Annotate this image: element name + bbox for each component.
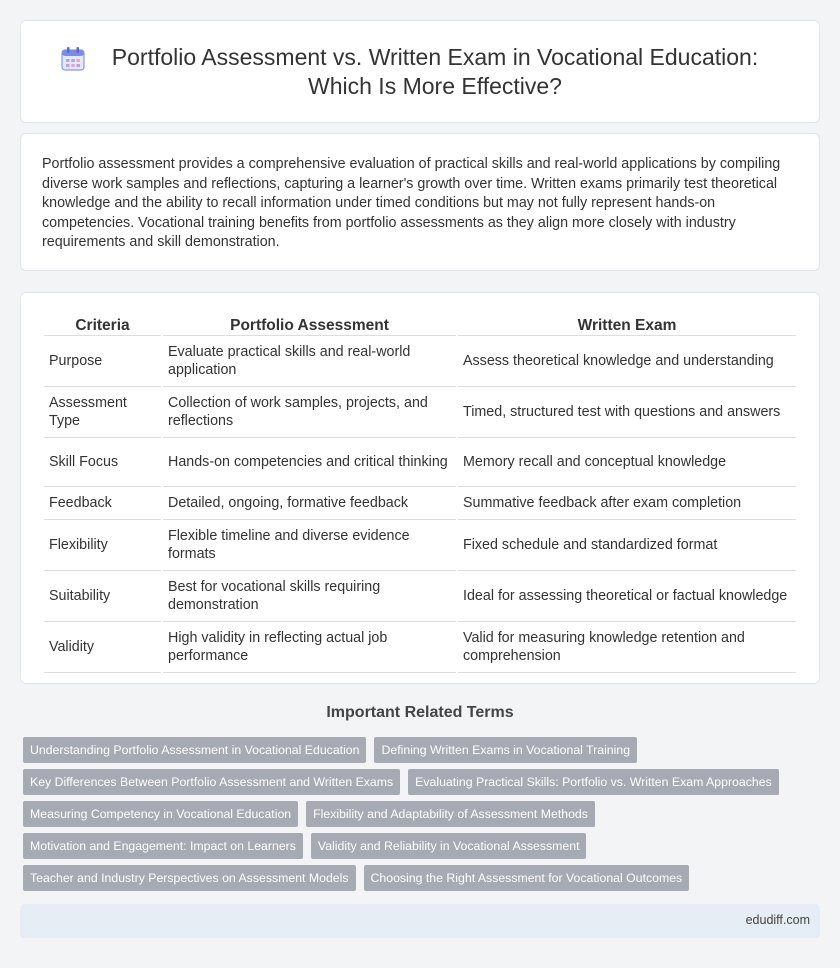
table-row <box>44 487 796 520</box>
related-terms-heading: Important Related Terms <box>326 704 514 721</box>
table-row <box>44 336 796 387</box>
page-title: Portfolio Assessment vs. Written Exam in Vocational Education: Which Is More Effective? <box>111 43 759 99</box>
related-term-tag[interactable]: Evaluating Practical Skills: Portfolio vs. Written Exam Approaches <box>408 769 779 795</box>
criteria-cell: Validity <box>44 622 161 673</box>
header-criteria: Criteria <box>44 313 161 336</box>
comparison-table <box>42 313 798 673</box>
table-row <box>44 387 796 438</box>
footer <box>20 904 820 938</box>
criteria-cell: Flexibility <box>44 520 161 571</box>
intro-paragraph: Portfolio assessment provides a comprehensive evaluation of practical skills and real-world applications by compiling diverse work samples and reflections, capturing a learner's growth over time. Written exams primarily test theoretical knowledge and the ability to recall information under timed conditions but may not fully represent hands-on competencies. Vocational training benefits from portfolio assessments as they align more closely with industry requirements and skill demonstration. <box>42 156 781 250</box>
criteria-cell: Assessment Type <box>44 387 161 438</box>
criteria-cell: Purpose <box>44 336 161 387</box>
related-term-tag[interactable]: Motivation and Engagement: Impact on Learners <box>23 833 303 859</box>
header-portfolio: Portfolio Assessment <box>163 313 456 336</box>
footer-site-link[interactable]: edudiff.com <box>745 913 810 927</box>
portfolio-cell: Best for vocational skills requiring demonstration <box>163 571 456 622</box>
intro-card <box>20 133 820 271</box>
criteria-cell: Feedback <box>44 487 161 520</box>
portfolio-cell: Flexible timeline and diverse evidence formats <box>163 520 456 571</box>
portfolio-cell: Hands-on competencies and critical thinking <box>163 438 456 487</box>
related-terms-list <box>23 737 813 897</box>
table-row <box>44 520 796 571</box>
table-row <box>44 438 796 487</box>
portfolio-cell: Evaluate practical skills and real-world application <box>163 336 456 387</box>
table-header-row <box>44 313 796 336</box>
header-written-exam: Written Exam <box>458 313 796 336</box>
written-exam-cell: Timed, structured test with questions and answers <box>458 387 796 438</box>
table-row <box>44 622 796 673</box>
written-exam-cell: Summative feedback after exam completion <box>458 487 796 520</box>
portfolio-cell: Collection of work samples, projects, and reflections <box>163 387 456 438</box>
related-term-tag[interactable]: Flexibility and Adaptability of Assessment Methods <box>306 801 595 827</box>
written-exam-cell: Memory recall and conceptual knowledge <box>458 438 796 487</box>
related-term-tag[interactable]: Teacher and Industry Perspectives on Assessment Models <box>23 865 356 891</box>
written-exam-cell: Valid for measuring knowledge retention and comprehension <box>458 622 796 673</box>
written-exam-cell: Fixed schedule and standardized format <box>458 520 796 571</box>
criteria-cell: Skill Focus <box>44 438 161 487</box>
portfolio-cell: Detailed, ongoing, formative feedback <box>163 487 456 520</box>
title-card <box>20 20 820 123</box>
related-term-tag[interactable]: Defining Written Exams in Vocational Training <box>374 737 637 763</box>
related-term-tag[interactable]: Validity and Reliability in Vocational Assessment <box>311 833 587 859</box>
comparison-table-card <box>20 292 820 684</box>
written-exam-cell: Assess theoretical knowledge and understanding <box>458 336 796 387</box>
related-term-tag[interactable]: Measuring Competency in Vocational Education <box>23 801 298 827</box>
portfolio-cell: High validity in reflecting actual job performance <box>163 622 456 673</box>
table-row <box>44 571 796 622</box>
written-exam-cell: Ideal for assessing theoretical or factual knowledge <box>458 571 796 622</box>
related-term-tag[interactable]: Understanding Portfolio Assessment in Vocational Education <box>23 737 366 763</box>
related-term-tag[interactable]: Choosing the Right Assessment for Vocational Outcomes <box>364 865 690 891</box>
related-term-tag[interactable]: Key Differences Between Portfolio Assessment and Written Exams <box>23 769 400 795</box>
criteria-cell: Suitability <box>44 571 161 622</box>
